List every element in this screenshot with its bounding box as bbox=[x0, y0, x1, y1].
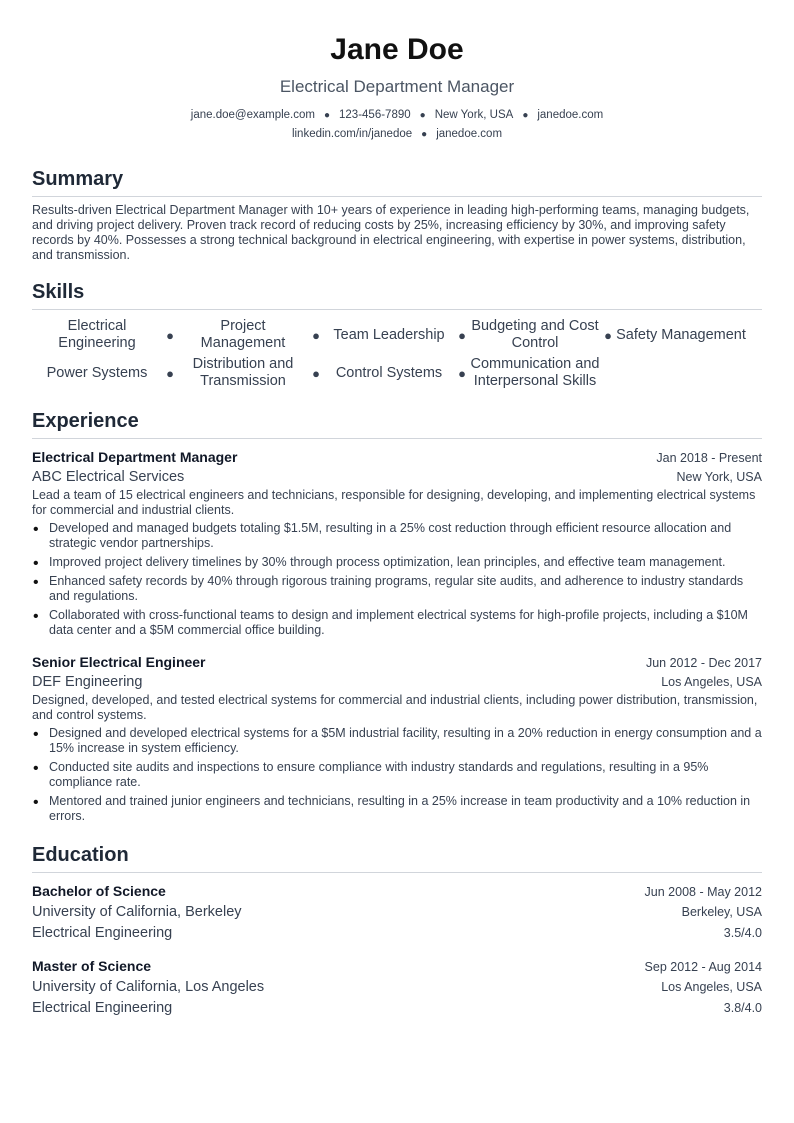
school-name: University of California, Los Angeles bbox=[32, 979, 265, 995]
company-name: ABC Electrical Services bbox=[32, 469, 185, 485]
skills-section bbox=[32, 279, 762, 390]
education-dates: Sep 2012 - Aug 2014 bbox=[644, 960, 762, 974]
summary-heading: Summary bbox=[32, 166, 762, 197]
job-location: Los Angeles, USA bbox=[661, 675, 762, 689]
job-dates: Jan 2018 - Present bbox=[656, 451, 762, 465]
achievement-item: • Conducted site audits and inspections to ensure compliance with industry standards and regulations, resulting in a 95% compliance rate. bbox=[32, 760, 762, 790]
education-dates: Jun 2008 - May 2012 bbox=[644, 885, 762, 899]
website-link-2[interactable]: janedoe.com bbox=[436, 128, 503, 140]
skill-item: Electrical Engineering bbox=[58, 318, 136, 351]
skill-item: Budgeting and Cost Control bbox=[471, 318, 599, 351]
job-description: Designed, developed, and tested electrical systems for commercial and industrial clients, including power distribution, transmission, and control systems. bbox=[32, 693, 758, 722]
education-entry bbox=[32, 881, 762, 944]
skill-item: Control Systems bbox=[335, 364, 443, 381]
achievement-item: • Improved project delivery timelines by 30% through process optimization, lean principles, and effective team management. bbox=[32, 555, 762, 570]
achievement-item: • Mentored and trained junior engineers and technicians, resulting in a 25% increase in team productivity and a 10% reduction in errors. bbox=[32, 794, 762, 824]
summary-text: Results-driven Electrical Department Manager with 10+ years of experience in leading high-performing teams, managing budgets, and driving project delivery. Proven track record of reducing costs by 25%, increasing efficiency by 30%, and improving safety records by 40%. Possesses a strong technical background in electrical engineering, with expertise in power systems, distribution, and transmission. bbox=[32, 203, 750, 262]
skill-item: Safety Management bbox=[616, 326, 746, 343]
job-entry bbox=[32, 447, 762, 638]
job-achievements bbox=[32, 726, 762, 824]
phone-number[interactable]: 123-456-7890 bbox=[339, 109, 411, 121]
bullet-separator: ● bbox=[604, 327, 612, 343]
candidate-name: Jane Doe bbox=[330, 33, 464, 66]
bullet-separator: ● bbox=[323, 110, 331, 121]
job-description: Lead a team of 15 electrical engineers and technicians, responsible for designing, developing, and implementing electrical systems for commercial and industrial clients. bbox=[32, 488, 756, 517]
bullet-separator: ● bbox=[458, 365, 466, 381]
skills-grid bbox=[32, 318, 762, 390]
education-section bbox=[32, 842, 762, 1019]
skill-item: Power Systems bbox=[46, 364, 148, 381]
job-achievements bbox=[32, 521, 762, 638]
achievement-item: • Collaborated with cross-functional teams to design and implement electrical systems for high-profile projects, including a $10M data center and a $5M commercial office building. bbox=[32, 608, 762, 638]
bullet-separator: ● bbox=[458, 327, 466, 343]
job-dates: Jun 2012 - Dec 2017 bbox=[645, 656, 762, 670]
contact-line-1 bbox=[32, 106, 762, 125]
achievement-item: • Designed and developed electrical systems for a $5M industrial facility, resulting in a 20% reduction in energy consumption and a 15% increase in system efficiency. bbox=[32, 726, 762, 756]
gpa: 3.8/4.0 bbox=[723, 1001, 762, 1015]
bullet-separator: ● bbox=[419, 110, 426, 121]
skill-item: Team Leadership bbox=[333, 326, 445, 343]
candidate-headline: Electrical Department Manager bbox=[279, 77, 515, 96]
bullet-separator: ● bbox=[312, 365, 320, 381]
website-link[interactable]: janedoe.com bbox=[537, 109, 604, 121]
resume-header bbox=[32, 31, 762, 144]
experience-section bbox=[32, 408, 762, 824]
school-name: University of California, Berkeley bbox=[32, 904, 242, 920]
gpa: 3.5/4.0 bbox=[723, 926, 762, 940]
skills-heading: Skills bbox=[32, 279, 762, 310]
bullet-separator: ● bbox=[522, 110, 529, 121]
job-location: New York, USA bbox=[676, 470, 762, 484]
degree-name: Master of Science bbox=[32, 958, 152, 974]
bullet-separator: ● bbox=[421, 129, 428, 140]
job-title: Electrical Department Manager bbox=[32, 449, 238, 465]
linkedin-link[interactable]: linkedin.com/in/janedoe bbox=[291, 128, 413, 140]
achievement-item: • Enhanced safety records by 40% through rigorous training programs, regular site audits, and adherence to industry standards and regulations. bbox=[32, 574, 762, 604]
bullet-separator: ● bbox=[312, 327, 320, 343]
school-location: Los Angeles, USA bbox=[661, 980, 762, 994]
degree-name: Bachelor of Science bbox=[32, 883, 166, 899]
contact-line-2 bbox=[32, 125, 762, 144]
experience-heading: Experience bbox=[32, 408, 762, 439]
email-link[interactable]: jane.doe@example.com bbox=[190, 109, 315, 121]
job-entry bbox=[32, 652, 762, 824]
contact-info bbox=[32, 106, 762, 144]
location-text: New York, USA bbox=[434, 109, 514, 121]
bullet-separator: ● bbox=[166, 327, 174, 343]
field-of-study: Electrical Engineering bbox=[32, 925, 173, 941]
achievement-item: • Developed and managed budgets totaling $1.5M, resulting in a 25% cost reduction through efficient resource allocation and strategic vendor partnerships. bbox=[32, 521, 762, 551]
skill-item: Communication and Interpersonal Skills bbox=[470, 356, 600, 389]
education-heading: Education bbox=[32, 842, 762, 873]
bullet-separator: ● bbox=[166, 365, 174, 381]
school-location: Berkeley, USA bbox=[681, 905, 762, 919]
skill-item: Distribution and Transmission bbox=[192, 356, 294, 389]
resume-page bbox=[32, 0, 762, 1019]
summary-section bbox=[32, 166, 762, 263]
field-of-study: Electrical Engineering bbox=[32, 1000, 173, 1016]
education-entry bbox=[32, 956, 762, 1019]
company-name: DEF Engineering bbox=[32, 674, 143, 690]
job-title: Senior Electrical Engineer bbox=[32, 654, 206, 670]
skill-item: Project Management bbox=[200, 318, 286, 351]
